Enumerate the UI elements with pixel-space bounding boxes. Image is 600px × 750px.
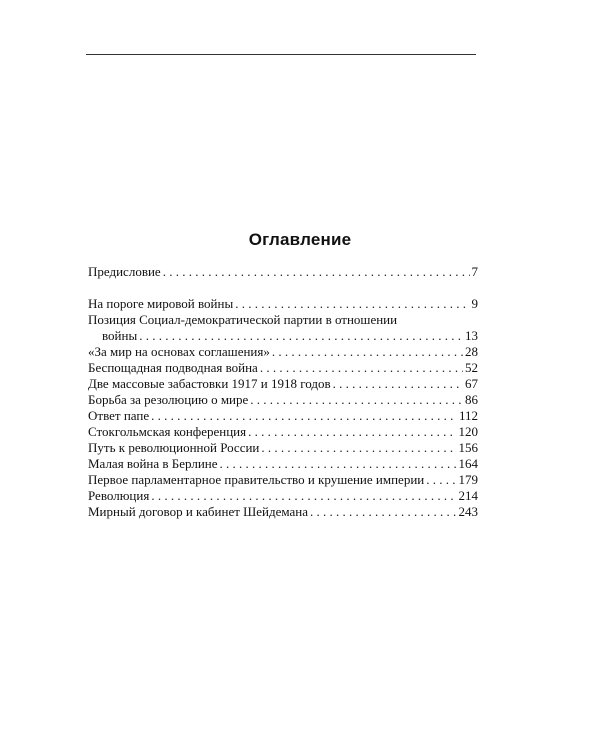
toc-entry-page: 13 — [465, 328, 478, 343]
toc-entry-title: Мирный договор и кабинет Шейдемана — [88, 504, 309, 519]
toc-entry[interactable] — [88, 360, 478, 376]
toc-entry-title: Беспощадная подводная война — [88, 360, 258, 375]
toc-leader-dots — [250, 392, 463, 408]
toc-entry[interactable] — [88, 408, 478, 424]
toc-leader-dots — [151, 488, 456, 504]
toc-leader-dots — [310, 504, 456, 520]
toc-entry[interactable] — [88, 376, 478, 392]
toc-entry[interactable] — [88, 488, 478, 504]
toc-entry[interactable] — [88, 344, 478, 360]
toc-entry[interactable] — [88, 472, 478, 488]
toc-entry-title: Малая война в Берлине — [88, 456, 218, 471]
toc-entry-title: «За мир на основах соглашения» — [88, 344, 270, 359]
toc-entry-title-continued: войны — [102, 328, 138, 343]
toc-entry-title: Путь к революционной России — [88, 440, 260, 455]
toc-entry[interactable] — [88, 424, 478, 440]
toc-entry-title: Борьба за резолюцию о мире — [88, 392, 249, 407]
toc-entry-page: 120 — [458, 424, 478, 439]
toc-entry-page: 214 — [458, 488, 478, 503]
toc-entry-page: 52 — [465, 360, 478, 375]
toc-entry-title: Стокгольмская конференция — [88, 424, 247, 439]
toc-entry[interactable] — [88, 296, 478, 312]
toc-entry-title-line1[interactable]: Позиция Социал-демократической партии в отношении — [88, 312, 398, 327]
toc-leader-dots — [260, 360, 463, 376]
toc-entry-preface[interactable] — [88, 264, 478, 280]
toc-entry[interactable] — [88, 328, 478, 344]
toc-entry-page: 112 — [458, 408, 478, 423]
toc-gap — [88, 280, 478, 296]
top-rule — [86, 54, 476, 55]
toc-leader-dots — [426, 472, 456, 488]
toc-leader-dots — [272, 344, 463, 360]
toc-entry-page: 179 — [458, 472, 478, 487]
toc-leader-dots — [163, 264, 470, 280]
toc-entry[interactable] — [88, 440, 478, 456]
toc-leader-dots — [139, 328, 463, 344]
toc-entry-page: 7 — [471, 264, 478, 279]
toc-entry-page: 9 — [471, 296, 478, 311]
toc-entry-title: Революция — [88, 488, 150, 503]
toc-leader-dots — [261, 440, 456, 456]
toc-leader-dots — [151, 408, 457, 424]
toc-entry-title: На пороге мировой войны — [88, 296, 234, 311]
toc-entry-page: 243 — [458, 504, 478, 519]
toc-entry-title: Первое парламентарное правительство и крушение империи — [88, 472, 425, 487]
toc-entry[interactable] — [88, 504, 478, 520]
toc-leader-dots — [248, 424, 456, 440]
toc-entry-page: 164 — [458, 456, 478, 471]
toc-leader-dots — [333, 376, 463, 392]
table-of-contents — [88, 264, 478, 520]
toc-entry-page: 86 — [465, 392, 478, 407]
toc-entry-title: Ответ папе — [88, 408, 150, 423]
toc-entry-title: Предисловие — [88, 264, 161, 279]
toc-entry[interactable] — [88, 392, 478, 408]
toc-leader-dots — [220, 456, 457, 472]
toc-entry[interactable] — [88, 456, 478, 472]
toc-entry-title: Две массовые забастовки 1917 и 1918 годов — [88, 376, 331, 391]
toc-leader-dots — [235, 296, 469, 312]
toc-heading: Оглавление — [248, 230, 352, 249]
toc-entry-page: 28 — [465, 344, 478, 359]
toc-entry-page: 156 — [458, 440, 478, 455]
toc-entry-page: 67 — [465, 376, 478, 391]
